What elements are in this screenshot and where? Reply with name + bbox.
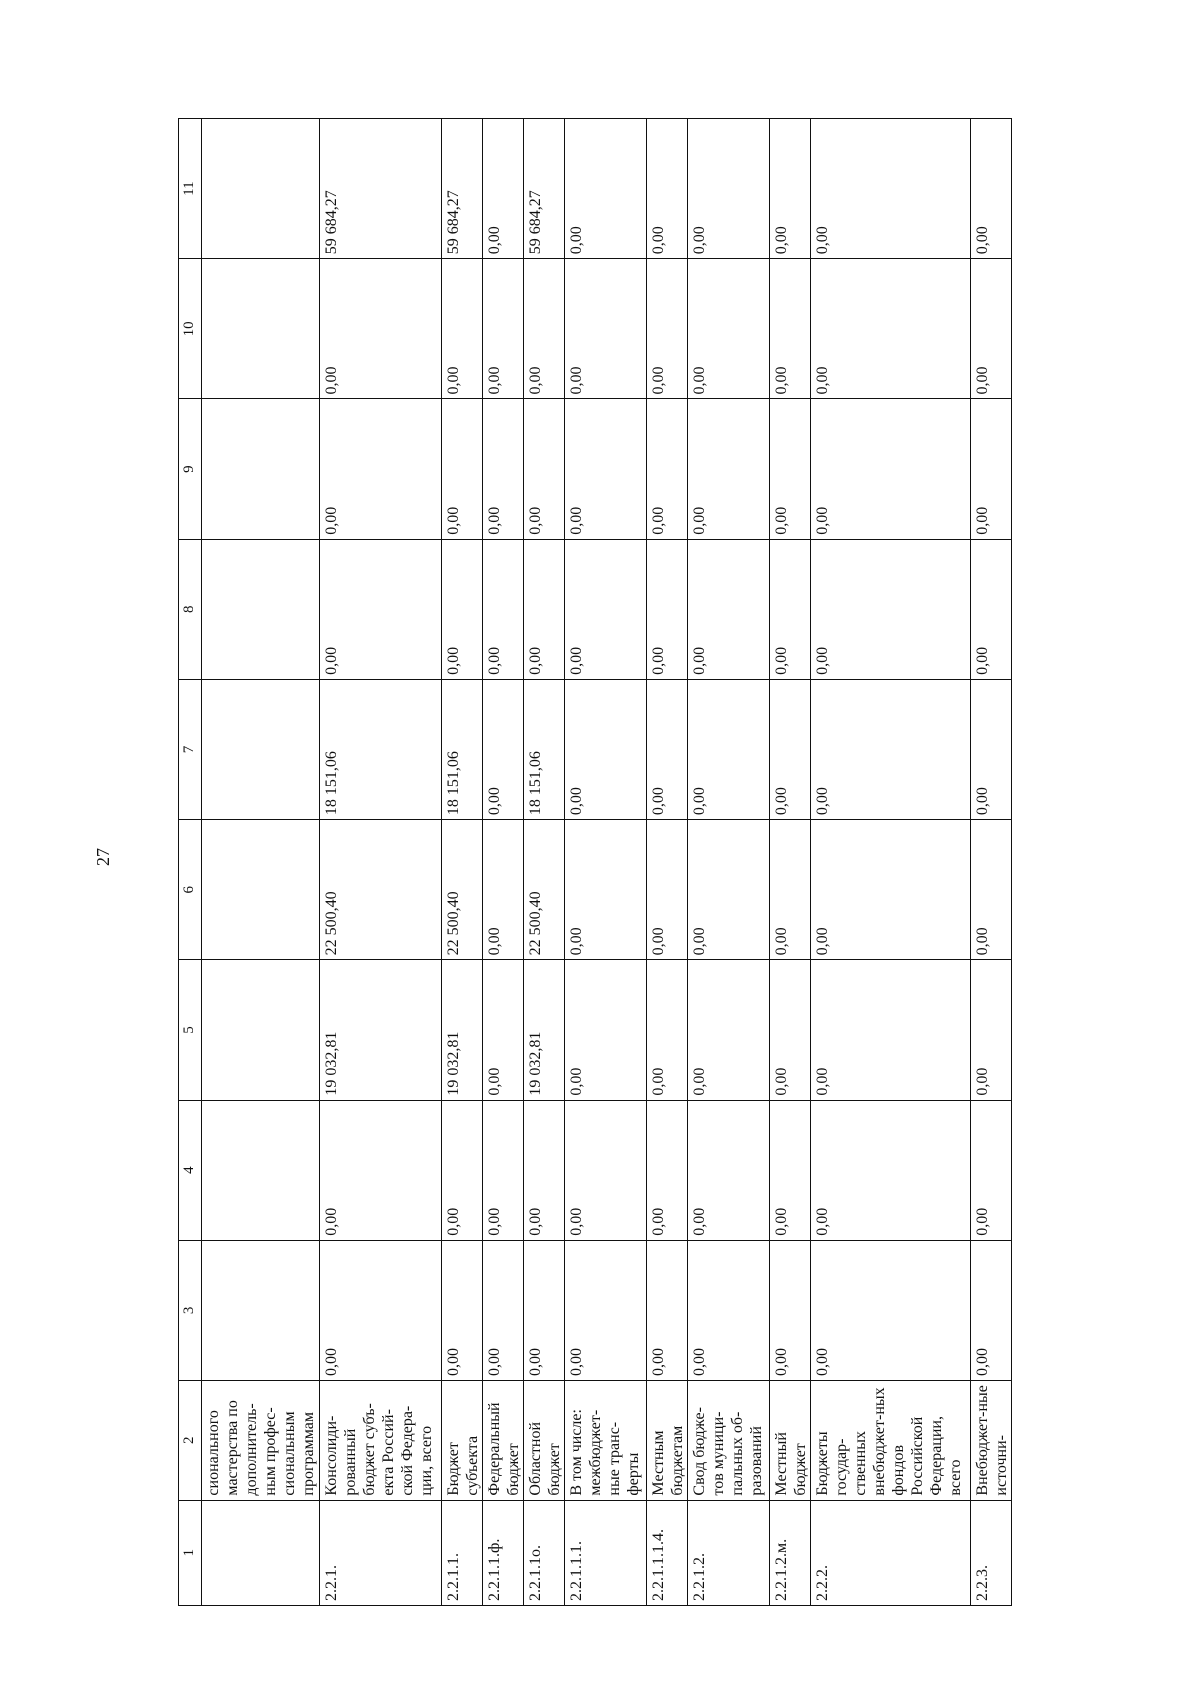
value-cell: 19 032,81 — [524, 960, 565, 1100]
value-cell: 59 684,27 — [524, 119, 565, 259]
value-cell — [202, 679, 320, 819]
value-cell: 0,00 — [971, 1100, 1012, 1240]
row-label: Областной бюджет — [524, 1381, 565, 1501]
column-number: 3 — [179, 1240, 202, 1380]
value-cell: 0,00 — [483, 539, 524, 679]
value-cell: 0,00 — [971, 1240, 1012, 1380]
row-code: 2.2.2. — [811, 1500, 971, 1605]
column-number: 10 — [179, 259, 202, 399]
value-cell: 0,00 — [483, 1100, 524, 1240]
value-cell — [202, 960, 320, 1100]
value-cell: 22 500,40 — [442, 820, 483, 960]
value-cell: 0,00 — [688, 960, 770, 1100]
value-cell: 59 684,27 — [442, 119, 483, 259]
value-cell: 0,00 — [971, 399, 1012, 539]
column-number: 2 — [179, 1381, 202, 1501]
table-row — [647, 119, 688, 1606]
value-cell: 0,00 — [811, 960, 971, 1100]
table-row — [442, 119, 483, 1606]
value-cell: 0,00 — [811, 539, 971, 679]
table-row — [202, 119, 320, 1606]
table-row — [524, 119, 565, 1606]
value-cell: 0,00 — [647, 539, 688, 679]
value-cell: 0,00 — [647, 820, 688, 960]
value-cell: 22 500,40 — [524, 820, 565, 960]
value-cell: 0,00 — [770, 539, 811, 679]
column-number: 9 — [179, 399, 202, 539]
value-cell: 0,00 — [524, 259, 565, 399]
column-number: 4 — [179, 1100, 202, 1240]
value-cell: 0,00 — [971, 119, 1012, 259]
value-cell: 0,00 — [565, 679, 647, 819]
value-cell: 0,00 — [688, 820, 770, 960]
value-cell: 18 151,06 — [524, 679, 565, 819]
value-cell: 0,00 — [811, 1240, 971, 1380]
row-code: 2.2.1.2. — [688, 1500, 770, 1605]
value-cell: 0,00 — [483, 259, 524, 399]
value-cell: 0,00 — [971, 539, 1012, 679]
value-cell: 0,00 — [971, 679, 1012, 819]
value-cell: 0,00 — [524, 1240, 565, 1380]
value-cell — [202, 119, 320, 259]
value-cell: 0,00 — [971, 820, 1012, 960]
row-label: сионального мастерства по дополнитель-ным профес-сиональным программам — [202, 1381, 320, 1501]
table-row — [971, 119, 1012, 1606]
value-cell: 0,00 — [442, 259, 483, 399]
row-label: В том числе: межбюджет-ные транс-ферты — [565, 1381, 647, 1501]
row-label: Местный бюджет — [770, 1381, 811, 1501]
row-code: 2.2.3. — [971, 1500, 1012, 1605]
value-cell: 0,00 — [565, 539, 647, 679]
value-cell: 0,00 — [524, 1100, 565, 1240]
value-cell: 0,00 — [811, 399, 971, 539]
value-cell: 0,00 — [483, 960, 524, 1100]
row-code: 2.2.1.2.м. — [770, 1500, 811, 1605]
value-cell: 0,00 — [320, 1100, 442, 1240]
column-number: 5 — [179, 960, 202, 1100]
value-cell: 0,00 — [565, 960, 647, 1100]
value-cell: 0,00 — [811, 679, 971, 819]
value-cell — [202, 539, 320, 679]
value-cell: 22 500,40 — [320, 820, 442, 960]
value-cell: 0,00 — [647, 1100, 688, 1240]
row-code — [202, 1500, 320, 1605]
value-cell: 0,00 — [565, 119, 647, 259]
table-row — [770, 119, 811, 1606]
value-cell: 0,00 — [524, 539, 565, 679]
value-cell: 0,00 — [483, 679, 524, 819]
value-cell: 0,00 — [688, 539, 770, 679]
value-cell: 0,00 — [770, 1240, 811, 1380]
value-cell: 0,00 — [811, 1100, 971, 1240]
value-cell: 0,00 — [688, 679, 770, 819]
row-code: 2.2.1.1.ф. — [483, 1500, 524, 1605]
value-cell: 0,00 — [320, 259, 442, 399]
column-number: 6 — [179, 820, 202, 960]
table-row — [483, 119, 524, 1606]
value-cell: 0,00 — [483, 119, 524, 259]
value-cell: 0,00 — [442, 539, 483, 679]
column-number: 11 — [179, 119, 202, 259]
value-cell: 0,00 — [811, 119, 971, 259]
row-label: Консолиди-рованный бюджет субъ-екта Россий-ской Федера-ции, всего — [320, 1381, 442, 1501]
value-cell: 0,00 — [524, 399, 565, 539]
table-row — [811, 119, 971, 1606]
row-label: Бюджет субъекта — [442, 1381, 483, 1501]
value-cell: 0,00 — [971, 960, 1012, 1100]
value-cell: 0,00 — [688, 119, 770, 259]
row-code: 2.2.1. — [320, 1500, 442, 1605]
budget-table — [178, 118, 1012, 1606]
value-cell: 0,00 — [565, 820, 647, 960]
value-cell: 0,00 — [647, 399, 688, 539]
row-label: Местным бюджетам — [647, 1381, 688, 1501]
value-cell: 0,00 — [442, 1100, 483, 1240]
value-cell — [202, 1240, 320, 1380]
value-cell: 0,00 — [647, 679, 688, 819]
value-cell: 0,00 — [320, 539, 442, 679]
column-number: 1 — [179, 1500, 202, 1605]
row-code: 2.2.1.1. — [442, 1500, 483, 1605]
value-cell: 0,00 — [770, 820, 811, 960]
value-cell: 19 032,81 — [320, 960, 442, 1100]
value-cell: 0,00 — [565, 1240, 647, 1380]
value-cell: 0,00 — [770, 399, 811, 539]
row-code: 2.2.1.1.1.4. — [647, 1500, 688, 1605]
value-cell: 19 032,81 — [442, 960, 483, 1100]
value-cell: 0,00 — [320, 399, 442, 539]
value-cell — [202, 259, 320, 399]
value-cell: 0,00 — [770, 259, 811, 399]
value-cell: 0,00 — [688, 1240, 770, 1380]
value-cell: 0,00 — [770, 679, 811, 819]
value-cell: 0,00 — [811, 259, 971, 399]
value-cell: 0,00 — [565, 399, 647, 539]
value-cell: 0,00 — [647, 1240, 688, 1380]
value-cell: 18 151,06 — [442, 679, 483, 819]
value-cell — [202, 820, 320, 960]
value-cell: 0,00 — [647, 259, 688, 399]
value-cell: 0,00 — [770, 119, 811, 259]
value-cell: 0,00 — [565, 1100, 647, 1240]
value-cell: 0,00 — [688, 399, 770, 539]
row-label: Бюджеты государ-ственных внебюджет-ных фондов Российской Федерации, всего — [811, 1381, 971, 1501]
page-number: 27 — [93, 848, 113, 866]
value-cell: 0,00 — [483, 1240, 524, 1380]
column-number: 7 — [179, 679, 202, 819]
value-cell — [202, 1100, 320, 1240]
value-cell: 0,00 — [483, 820, 524, 960]
value-cell: 0,00 — [320, 1240, 442, 1380]
column-number: 8 — [179, 539, 202, 679]
value-cell: 0,00 — [811, 820, 971, 960]
row-code: 2.2.1.1.1. — [565, 1500, 647, 1605]
table-row — [688, 119, 770, 1606]
row-label: Федеральный бюджет — [483, 1381, 524, 1501]
value-cell: 0,00 — [647, 119, 688, 259]
value-cell: 0,00 — [483, 399, 524, 539]
value-cell: 0,00 — [647, 960, 688, 1100]
value-cell: 0,00 — [770, 960, 811, 1100]
value-cell: 0,00 — [770, 1100, 811, 1240]
value-cell: 0,00 — [971, 259, 1012, 399]
table-row — [320, 119, 442, 1606]
value-cell: 0,00 — [442, 399, 483, 539]
column-number-row — [179, 119, 202, 1606]
value-cell: 0,00 — [565, 259, 647, 399]
row-code: 2.2.1.1о. — [524, 1500, 565, 1605]
value-cell: 18 151,06 — [320, 679, 442, 819]
value-cell: 59 684,27 — [320, 119, 442, 259]
budget-table-wrapper — [178, 118, 1193, 1606]
value-cell: 0,00 — [442, 1240, 483, 1380]
value-cell: 0,00 — [688, 259, 770, 399]
value-cell — [202, 399, 320, 539]
row-label: Свод бюдже-тов муници-пальных об-разований — [688, 1381, 770, 1501]
value-cell: 0,00 — [688, 1100, 770, 1240]
row-label: Внебюджет-ные источни- — [971, 1381, 1012, 1501]
table-row — [565, 119, 647, 1606]
